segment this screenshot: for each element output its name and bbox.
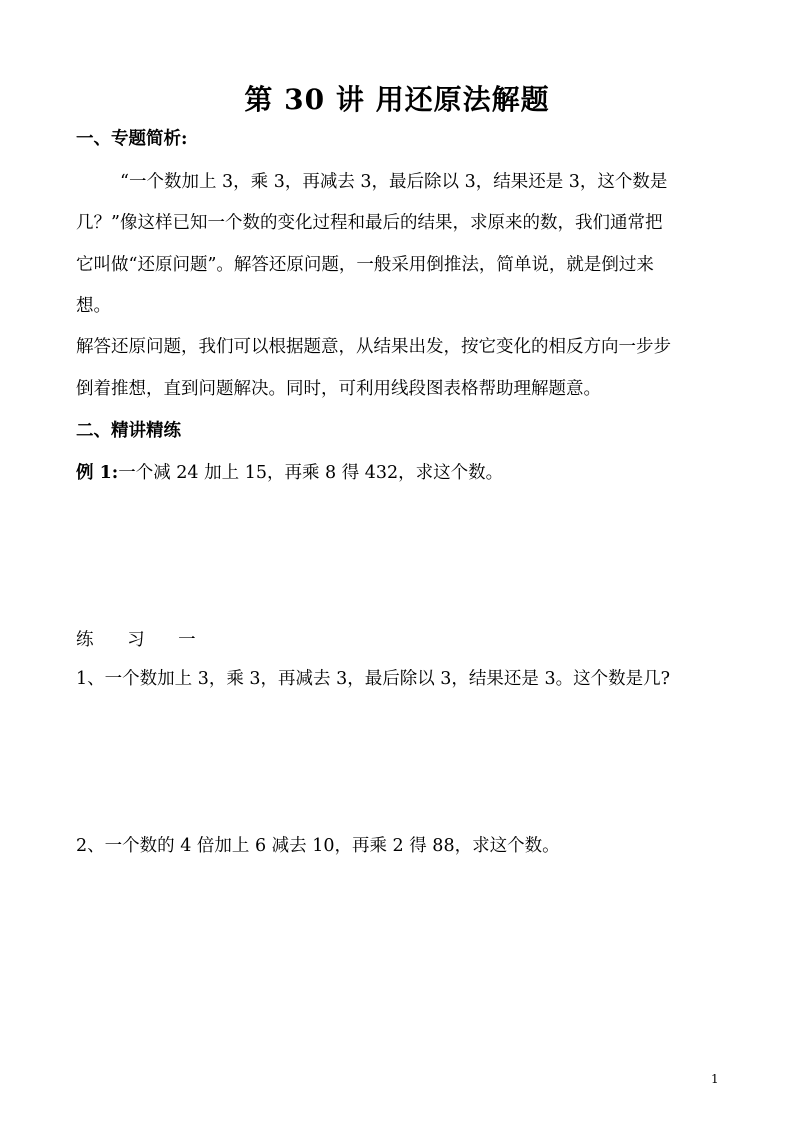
paragraph-line: 它叫做“还原问题”。解答还原问题，一般采用倒推法，简单说，就是倒过来 bbox=[76, 255, 654, 275]
paragraph-line: 想。 bbox=[76, 296, 111, 316]
example-1-text: 一个减 24 加上 15，再乘 8 得 432，求这个数。 bbox=[118, 463, 504, 483]
practice-question-2: 2、一个数的 4 倍加上 6 减去 10，再乘 2 得 88，求这个数。 bbox=[76, 836, 560, 856]
example-1 bbox=[76, 461, 720, 485]
paragraph-line: 解答还原问题，我们可以根据题意，从结果出发，按它变化的相反方向一步步 bbox=[76, 337, 671, 357]
example-1-label: 例 1: bbox=[76, 463, 119, 483]
paragraph-line: 几？”像这样已知一个数的变化过程和最后的结果，求原来的数，我们通常把 bbox=[76, 213, 663, 233]
page-title: 第 30 讲 用还原法解题 bbox=[244, 83, 550, 116]
section-heading-analysis: 一、专题简析: bbox=[76, 129, 188, 149]
practice-question-1: 1、一个数加上 3，乘 3，再减去 3，最后除以 3，结果还是 3。这个数是几? bbox=[76, 669, 670, 689]
page-number: 1 bbox=[711, 1072, 719, 1086]
practice-heading: 练 习 一 bbox=[76, 630, 210, 650]
paragraph-line: “一个数加上 3，乘 3，再减去 3，最后除以 3，结果还是 3，这个数是 bbox=[120, 172, 668, 192]
paragraph-line: 倒着推想，直到问题解决。同时，可利用线段图表格帮助理解题意。 bbox=[76, 379, 601, 399]
section-heading-practice: 二、精讲精练 bbox=[76, 421, 181, 441]
